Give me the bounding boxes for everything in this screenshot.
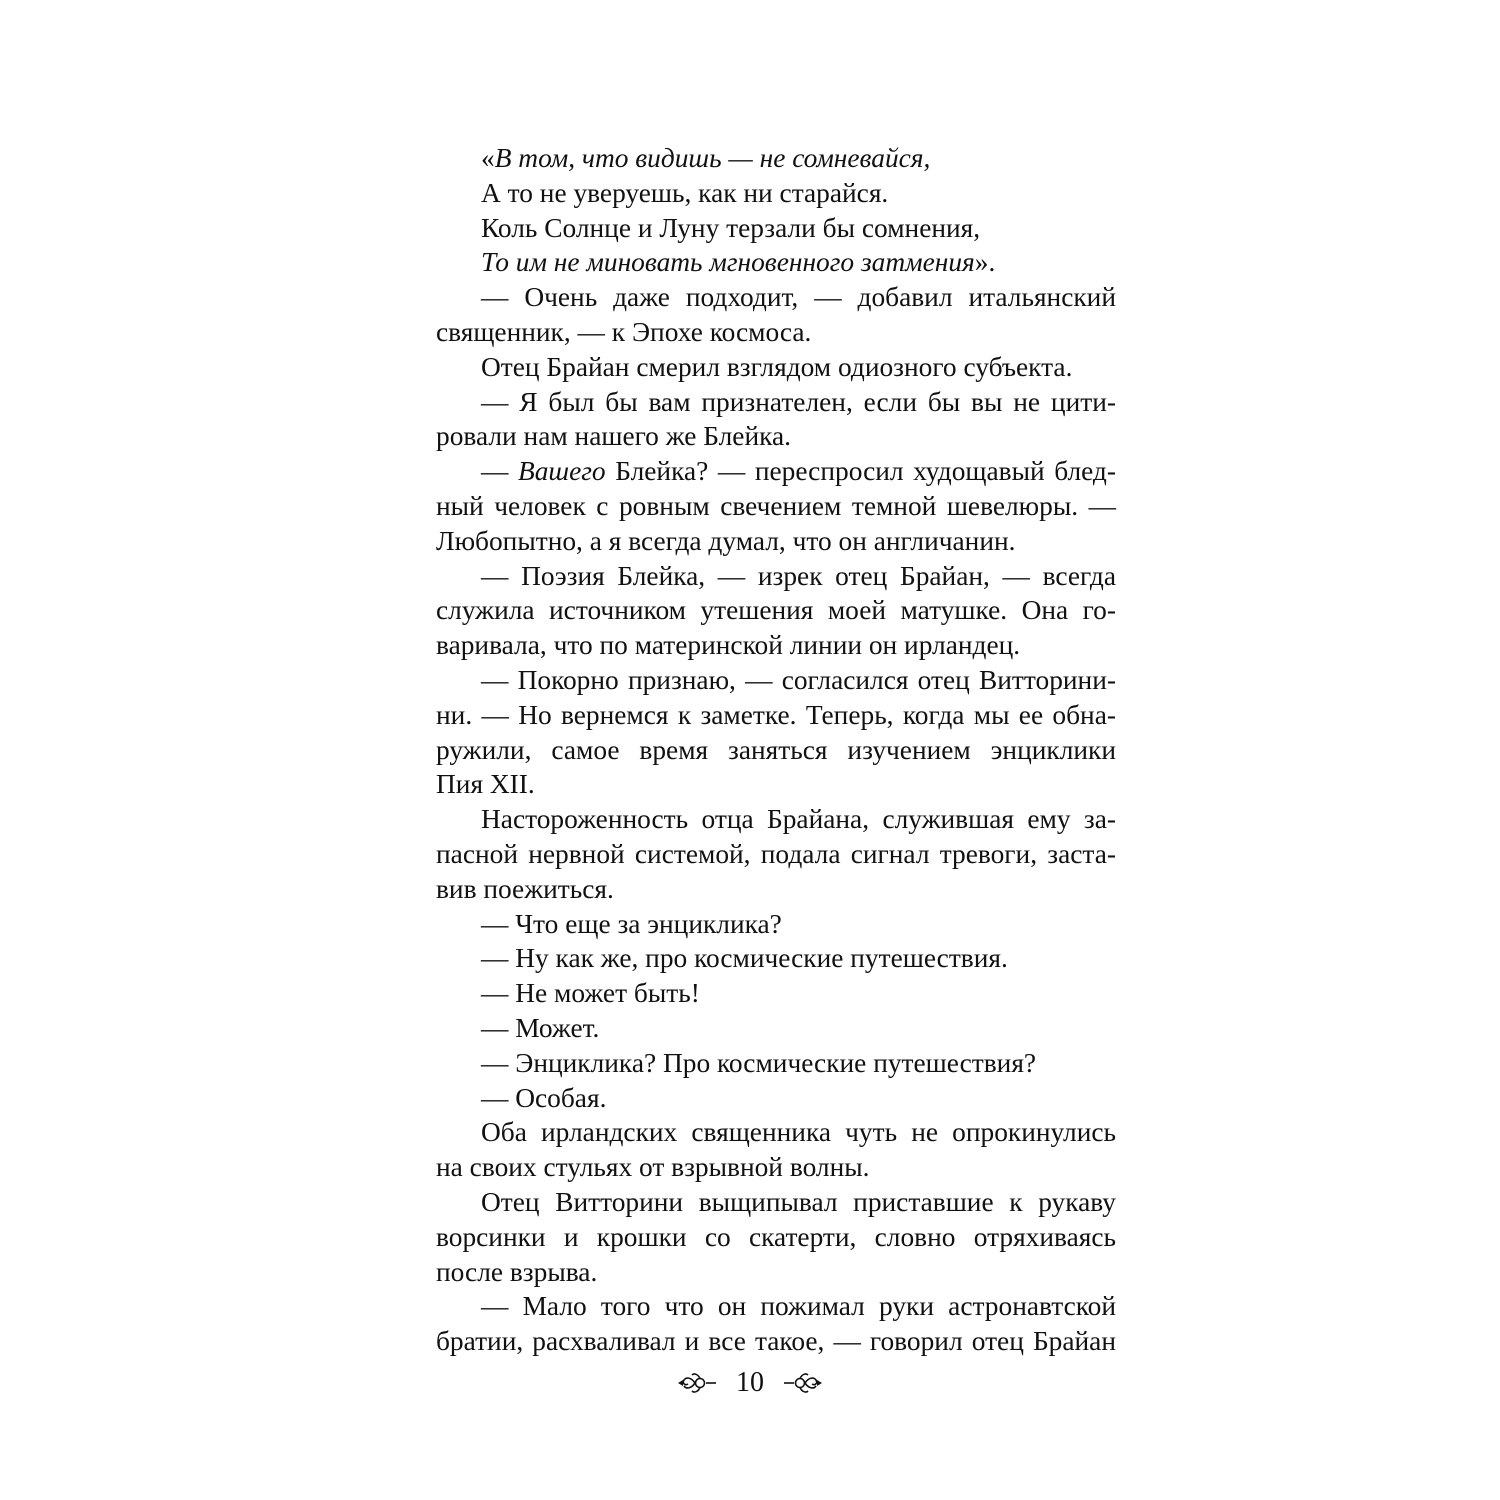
ornament-right-icon: [782, 1371, 824, 1395]
verse-line: То им не миновать мгновенного затмения».: [481, 247, 996, 278]
text-line: ный человек с ровным свечением темной шевелюры. —: [436, 490, 1116, 521]
text-line: ружили, самое время заняться изучением энциклики: [436, 734, 1116, 765]
text-block: [436, 141, 1116, 1359]
text-line: после взрыва.: [436, 1256, 598, 1287]
text-line: на своих стульях от взрывной волны.: [436, 1152, 870, 1183]
text-line: ровали нам нашего же Блейка.: [436, 421, 792, 452]
text-line: — Может.: [481, 1012, 600, 1043]
text-line: братии, расхваливал и все такое, — говорил отец Брайан: [436, 1326, 1116, 1357]
text-line: — Особая.: [481, 1082, 607, 1113]
text-line: — Что еще за энциклика?: [481, 908, 782, 939]
text-line: — Энциклика? Про космические путешествия?: [481, 1047, 1037, 1078]
page-footer: [0, 1367, 1500, 1399]
text-line: — Вашего Блейка? — переспросил худощавый блед-: [481, 456, 1116, 487]
text-line: Оба ирландских священника чуть не опрокинулись: [481, 1117, 1116, 1148]
text-line: пасной нервной системой, подала сигнал тревоги, заста-: [436, 838, 1116, 869]
text-line: священник, — к Эпохе космоса.: [436, 316, 812, 347]
text-line: Любопытно, а я всегда думал, что он англичанин.: [436, 525, 1016, 556]
verse-line: Коль Солнце и Луну терзали бы сомнения,: [481, 212, 981, 243]
text-line: Отец Брайан смерил взглядом одиозного субъекта.: [481, 351, 1073, 382]
text-line: служила источником утешения моей матушке. Она го-: [436, 595, 1116, 626]
text-line: Пия XII.: [436, 769, 535, 800]
text-line: — Очень даже подходит, — добавил итальянский: [481, 282, 1116, 313]
text-line: ворсинки и крошки со скатерти, словно отряхиваясь: [436, 1221, 1116, 1252]
text-line: — Я был бы вам признателен, если бы вы не цити-: [481, 386, 1116, 417]
text-line: — Поэзия Блейка, — изрек отец Брайан, — всегда: [481, 560, 1116, 591]
text-line: Настороженность отца Брайана, служившая ему за-: [481, 804, 1116, 835]
text-line: варивала, что по материнской линии он ирландец.: [436, 630, 1021, 661]
verse-line: «В том, что видишь — не сомневайся,: [481, 143, 931, 173]
page-number: 10: [736, 1367, 764, 1398]
text-line: — Мало того что он пожимал руки астронавтской: [481, 1291, 1116, 1322]
text-line: — Не может быть!: [481, 978, 700, 1009]
text-line: ни. — Но вернемся к заметке. Теперь, когда мы ее обна-: [436, 699, 1116, 730]
text-line: Отец Витторини выщипывал приставшие к рукаву: [481, 1186, 1116, 1217]
text-line: — Ну как же, про космические путешествия.: [481, 943, 1008, 974]
text-line: вив поежиться.: [436, 873, 614, 904]
text-line: — Покорно признаю, — согласился отец Витторини-: [481, 664, 1116, 695]
ornament-left-icon: [676, 1371, 718, 1395]
verse-line: А то не уверуешь, как ни старайся.: [481, 177, 889, 208]
